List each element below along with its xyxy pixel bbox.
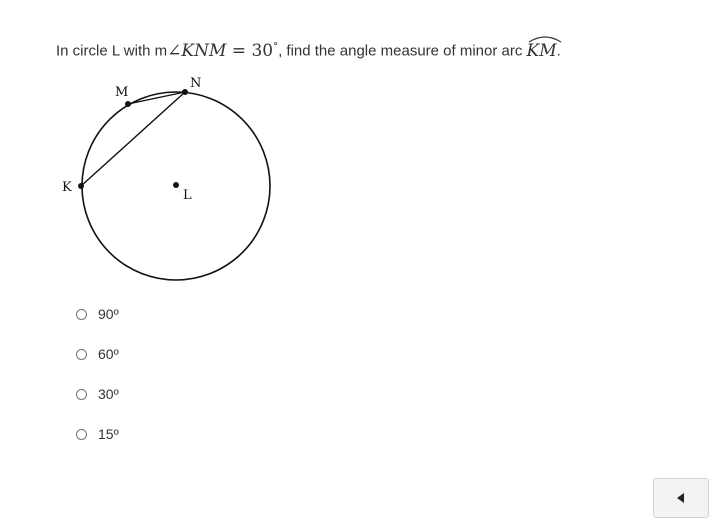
back-button[interactable]: [653, 478, 709, 518]
triangle-left-icon: [677, 493, 685, 503]
radio-button-icon[interactable]: [76, 309, 87, 320]
choice-option-2[interactable]: [76, 344, 119, 364]
question-middle: , find the angle measure of minor arc: [278, 42, 527, 60]
label-l: L: [183, 188, 192, 203]
question-prefix: In circle L with m: [56, 42, 168, 60]
choice-label: 90º: [98, 306, 119, 322]
choice-label: 60º: [98, 346, 119, 362]
point-n: [182, 89, 188, 95]
arc-overline-icon: [527, 33, 563, 43]
choice-label: 15º: [98, 426, 119, 442]
angle-expression: ∠KNM = 30°: [167, 40, 279, 61]
radio-button-icon[interactable]: [76, 429, 87, 440]
radio-button-icon[interactable]: [76, 349, 87, 360]
question-suffix: .: [556, 42, 561, 60]
arc-expression: KM: [527, 40, 557, 62]
choice-label: 30º: [98, 386, 119, 402]
radio-button-icon[interactable]: [76, 389, 87, 400]
answer-choices: [76, 304, 119, 464]
label-m: M: [115, 85, 129, 100]
center-point-l: [173, 182, 179, 188]
label-n: N: [190, 76, 202, 91]
label-k: K: [62, 180, 72, 195]
circle-diagram: [56, 72, 286, 292]
circle-figure: [56, 72, 286, 297]
point-m: [125, 101, 131, 107]
choice-option-3[interactable]: [76, 384, 119, 404]
choice-option-1[interactable]: [76, 304, 119, 324]
point-k: [78, 183, 84, 189]
question-text: [56, 36, 561, 63]
chord-kn: [81, 92, 185, 186]
choice-option-4[interactable]: [76, 424, 119, 444]
